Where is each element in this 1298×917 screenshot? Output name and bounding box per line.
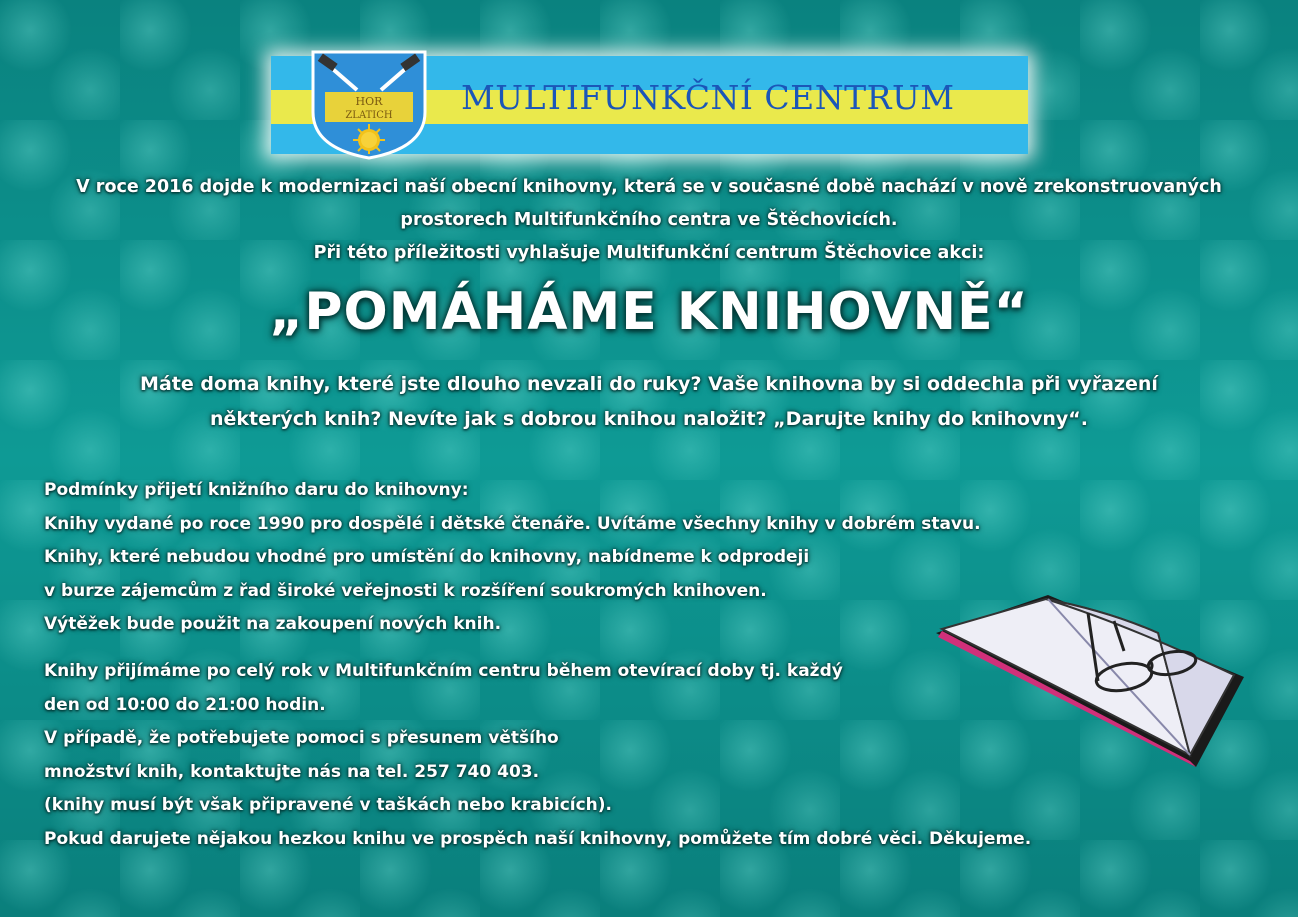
- question-line: některých knih? Nevíte jak s dobrou knihou naložit? „Darujte knihy do knihovny“.: [209, 408, 1088, 430]
- headline: „POMÁHÁME KNIHOVNĚ“: [269, 282, 1029, 342]
- receive-line: (knihy musí být však připravené v taškách nebo krabicích).: [44, 795, 613, 815]
- banner-title: MULTIFUNKČNÍ CENTRUM: [461, 78, 955, 117]
- crest-text-line2: ZLATICH: [345, 110, 393, 121]
- conditions-line: Knihy vydané po roce 1990 pro dospělé i dětské čtenáře. Uvítáme všechny knihy v dobrém stavu.: [44, 513, 981, 534]
- intro-line: prostorech Multifunkčního centra ve Štěchovicích.: [400, 210, 898, 230]
- receive-line: V případě, že potřebujete pomoci s přesunem většího: [44, 728, 559, 748]
- question-text: [0, 367, 1298, 437]
- receive-line: den od 10:00 do 21:00 hodin.: [44, 694, 326, 715]
- conditions-line: Knihy, které nebudou vhodné pro umístění do knihovny, nabídneme k odprodeji: [44, 547, 810, 567]
- municipal-crest-icon: [305, 50, 433, 160]
- conditions-line: Výtěžek bude použit na zakoupení nových knih.: [44, 614, 502, 634]
- crest-text-line1: HOR: [355, 95, 383, 108]
- receive-line: množství knih, kontaktujte nás na tel. 257 740 403.: [44, 761, 540, 782]
- open-book-with-glasses-icon: [928, 585, 1248, 775]
- conditions-section: [44, 474, 981, 642]
- intro-line: V roce 2016 dojde k modernizaci naší obecní knihovny, která se v současné době nachází v nově zrekonstruovaných: [76, 177, 1222, 197]
- conditions-line: v burze zájemcům z řad široké veřejnosti k rozšíření soukromých knihoven.: [44, 580, 767, 601]
- intro-text: [0, 171, 1298, 270]
- intro-line: Při této příležitosti vyhlašuje Multifunkční centrum Štěchovice akci:: [313, 243, 985, 263]
- conditions-heading: Podmínky přijetí knižního daru do knihovny:: [44, 480, 469, 500]
- question-line: Máte doma knihy, které jste dlouho nevzali do ruky? Vaše knihovna by si oddechla při vyřazení: [140, 373, 1158, 395]
- receive-section: [44, 655, 1031, 856]
- receive-closing-line: Pokud darujete nějakou hezkou knihu ve prospěch naší knihovny, pomůžete tím dobré věci. Děkujeme.: [44, 828, 1032, 849]
- receive-line: Knihy přijímáme po celý rok v Multifunkčním centru během otevírací doby tj. každý: [44, 661, 843, 681]
